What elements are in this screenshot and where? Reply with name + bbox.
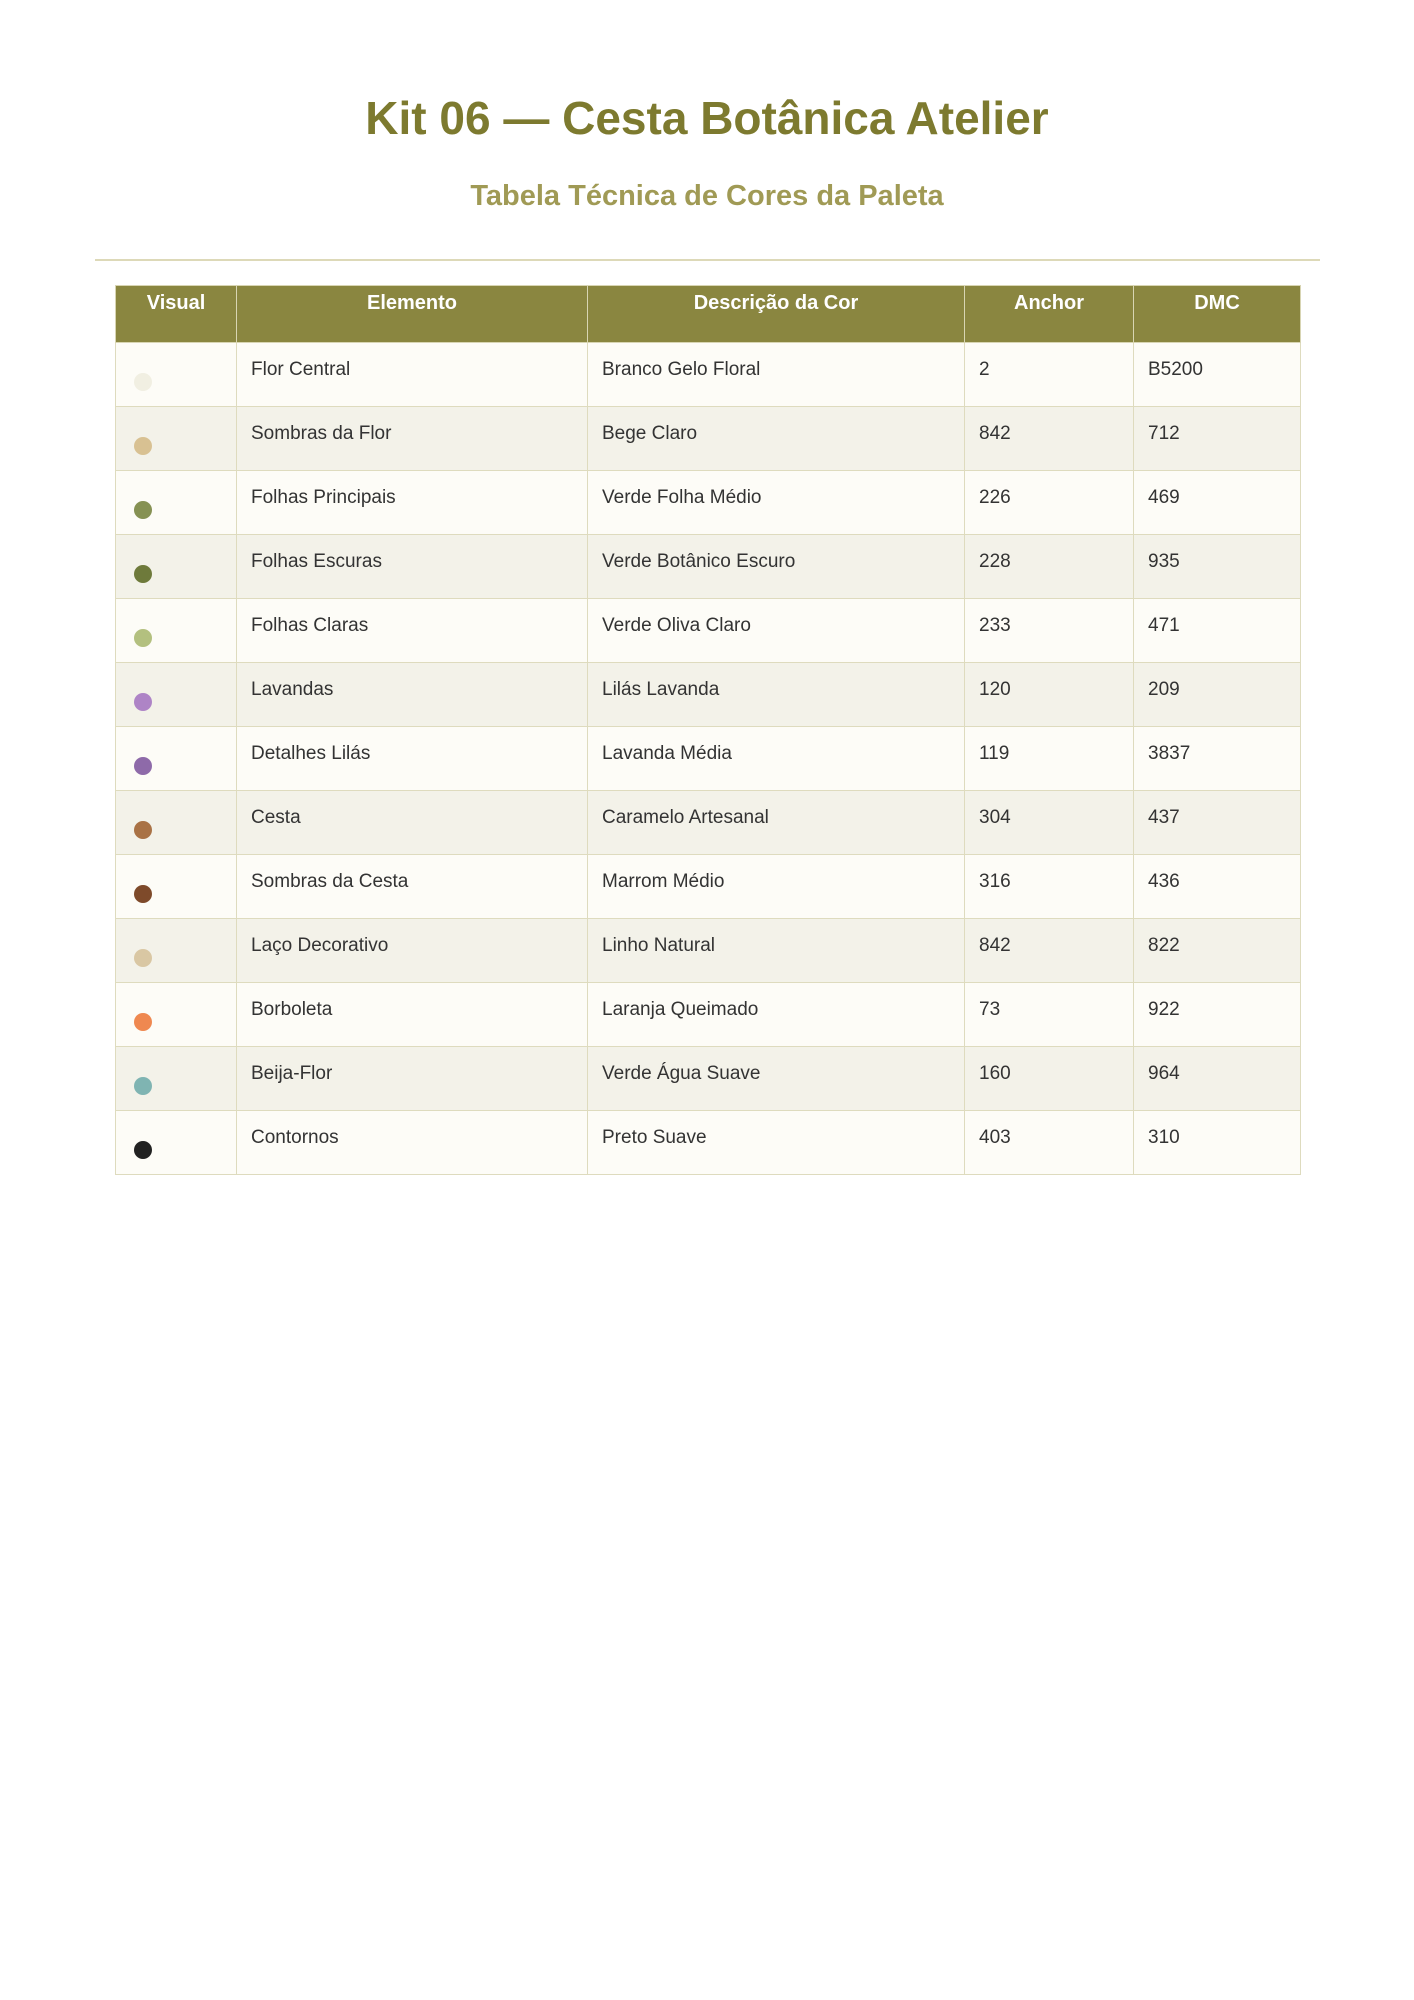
table-header-row	[116, 286, 1301, 343]
table-row	[116, 919, 1301, 983]
elemento-cell: Beija-Flor	[237, 1047, 588, 1111]
color-swatch-icon	[134, 501, 152, 519]
anchor-cell: 316	[965, 855, 1134, 919]
descricao-cell: Laranja Queimado	[588, 983, 965, 1047]
descricao-cell: Verde Água Suave	[588, 1047, 965, 1111]
color-swatch-icon	[134, 437, 152, 455]
table-row	[116, 791, 1301, 855]
visual-cell	[116, 919, 237, 983]
descricao-cell: Preto Suave	[588, 1111, 965, 1175]
descricao-cell: Lilás Lavanda	[588, 663, 965, 727]
visual-cell	[116, 727, 237, 791]
elemento-cell: Detalhes Lilás	[237, 727, 588, 791]
elemento-cell: Cesta	[237, 791, 588, 855]
anchor-cell: 233	[965, 599, 1134, 663]
visual-cell	[116, 535, 237, 599]
color-swatch-icon	[134, 1141, 152, 1159]
elemento-cell: Folhas Escuras	[237, 535, 588, 599]
dmc-cell: 469	[1134, 471, 1301, 535]
palette-table	[115, 285, 1301, 1175]
anchor-cell: 120	[965, 663, 1134, 727]
dmc-cell: 436	[1134, 855, 1301, 919]
dmc-cell: 209	[1134, 663, 1301, 727]
dmc-cell: 822	[1134, 919, 1301, 983]
table-row	[116, 535, 1301, 599]
header-dmc: DMC	[1134, 286, 1301, 343]
dmc-cell: 712	[1134, 407, 1301, 471]
elemento-cell: Folhas Principais	[237, 471, 588, 535]
color-swatch-icon	[134, 821, 152, 839]
table-row	[116, 343, 1301, 407]
palette-table-body	[116, 343, 1301, 1175]
visual-cell	[116, 663, 237, 727]
title-divider	[95, 259, 1320, 261]
descricao-cell: Branco Gelo Floral	[588, 343, 965, 407]
visual-cell	[116, 983, 237, 1047]
color-swatch-icon	[134, 757, 152, 775]
anchor-cell: 160	[965, 1047, 1134, 1111]
elemento-cell: Folhas Claras	[237, 599, 588, 663]
elemento-cell: Sombras da Flor	[237, 407, 588, 471]
dmc-cell: 437	[1134, 791, 1301, 855]
anchor-cell: 304	[965, 791, 1134, 855]
descricao-cell: Verde Folha Médio	[588, 471, 965, 535]
page-subtitle: Tabela Técnica de Cores da Paleta	[470, 180, 944, 212]
descricao-cell: Lavanda Média	[588, 727, 965, 791]
descricao-cell: Marrom Médio	[588, 855, 965, 919]
header-elemento: Elemento	[237, 286, 588, 343]
anchor-cell: 842	[965, 919, 1134, 983]
header-descricao: Descrição da Cor	[588, 286, 965, 343]
visual-cell	[116, 599, 237, 663]
anchor-cell: 403	[965, 1111, 1134, 1175]
color-swatch-icon	[134, 1013, 152, 1031]
descricao-cell: Caramelo Artesanal	[588, 791, 965, 855]
dmc-cell: 471	[1134, 599, 1301, 663]
page-title: Kit 06 — Cesta Botânica Atelier	[365, 92, 1049, 144]
color-swatch-icon	[134, 1077, 152, 1095]
table-row	[116, 727, 1301, 791]
descricao-cell: Verde Botânico Escuro	[588, 535, 965, 599]
dmc-cell: 310	[1134, 1111, 1301, 1175]
color-swatch-icon	[134, 565, 152, 583]
header-anchor: Anchor	[965, 286, 1134, 343]
anchor-cell: 73	[965, 983, 1134, 1047]
header-visual: Visual	[116, 286, 237, 343]
table-row	[116, 471, 1301, 535]
dmc-cell: 3837	[1134, 727, 1301, 791]
visual-cell	[116, 791, 237, 855]
color-swatch-icon	[134, 373, 152, 391]
dmc-cell: 935	[1134, 535, 1301, 599]
visual-cell	[116, 471, 237, 535]
table-row	[116, 855, 1301, 919]
elemento-cell: Contornos	[237, 1111, 588, 1175]
anchor-cell: 119	[965, 727, 1134, 791]
elemento-cell: Flor Central	[237, 343, 588, 407]
table-row	[116, 663, 1301, 727]
dmc-cell: B5200	[1134, 343, 1301, 407]
descricao-cell: Linho Natural	[588, 919, 965, 983]
color-swatch-icon	[134, 629, 152, 647]
visual-cell	[116, 1111, 237, 1175]
color-swatch-icon	[134, 885, 152, 903]
anchor-cell: 2	[965, 343, 1134, 407]
table-row	[116, 599, 1301, 663]
descricao-cell: Verde Oliva Claro	[588, 599, 965, 663]
color-swatch-icon	[134, 693, 152, 711]
color-swatch-icon	[134, 949, 152, 967]
visual-cell	[116, 1047, 237, 1111]
table-row	[116, 983, 1301, 1047]
table-row	[116, 407, 1301, 471]
dmc-cell: 964	[1134, 1047, 1301, 1111]
table-row	[116, 1047, 1301, 1111]
visual-cell	[116, 407, 237, 471]
anchor-cell: 228	[965, 535, 1134, 599]
visual-cell	[116, 855, 237, 919]
elemento-cell: Borboleta	[237, 983, 588, 1047]
anchor-cell: 842	[965, 407, 1134, 471]
elemento-cell: Sombras da Cesta	[237, 855, 588, 919]
visual-cell	[116, 343, 237, 407]
elemento-cell: Laço Decorativo	[237, 919, 588, 983]
table-row	[116, 1111, 1301, 1175]
descricao-cell: Bege Claro	[588, 407, 965, 471]
anchor-cell: 226	[965, 471, 1134, 535]
elemento-cell: Lavandas	[237, 663, 588, 727]
dmc-cell: 922	[1134, 983, 1301, 1047]
